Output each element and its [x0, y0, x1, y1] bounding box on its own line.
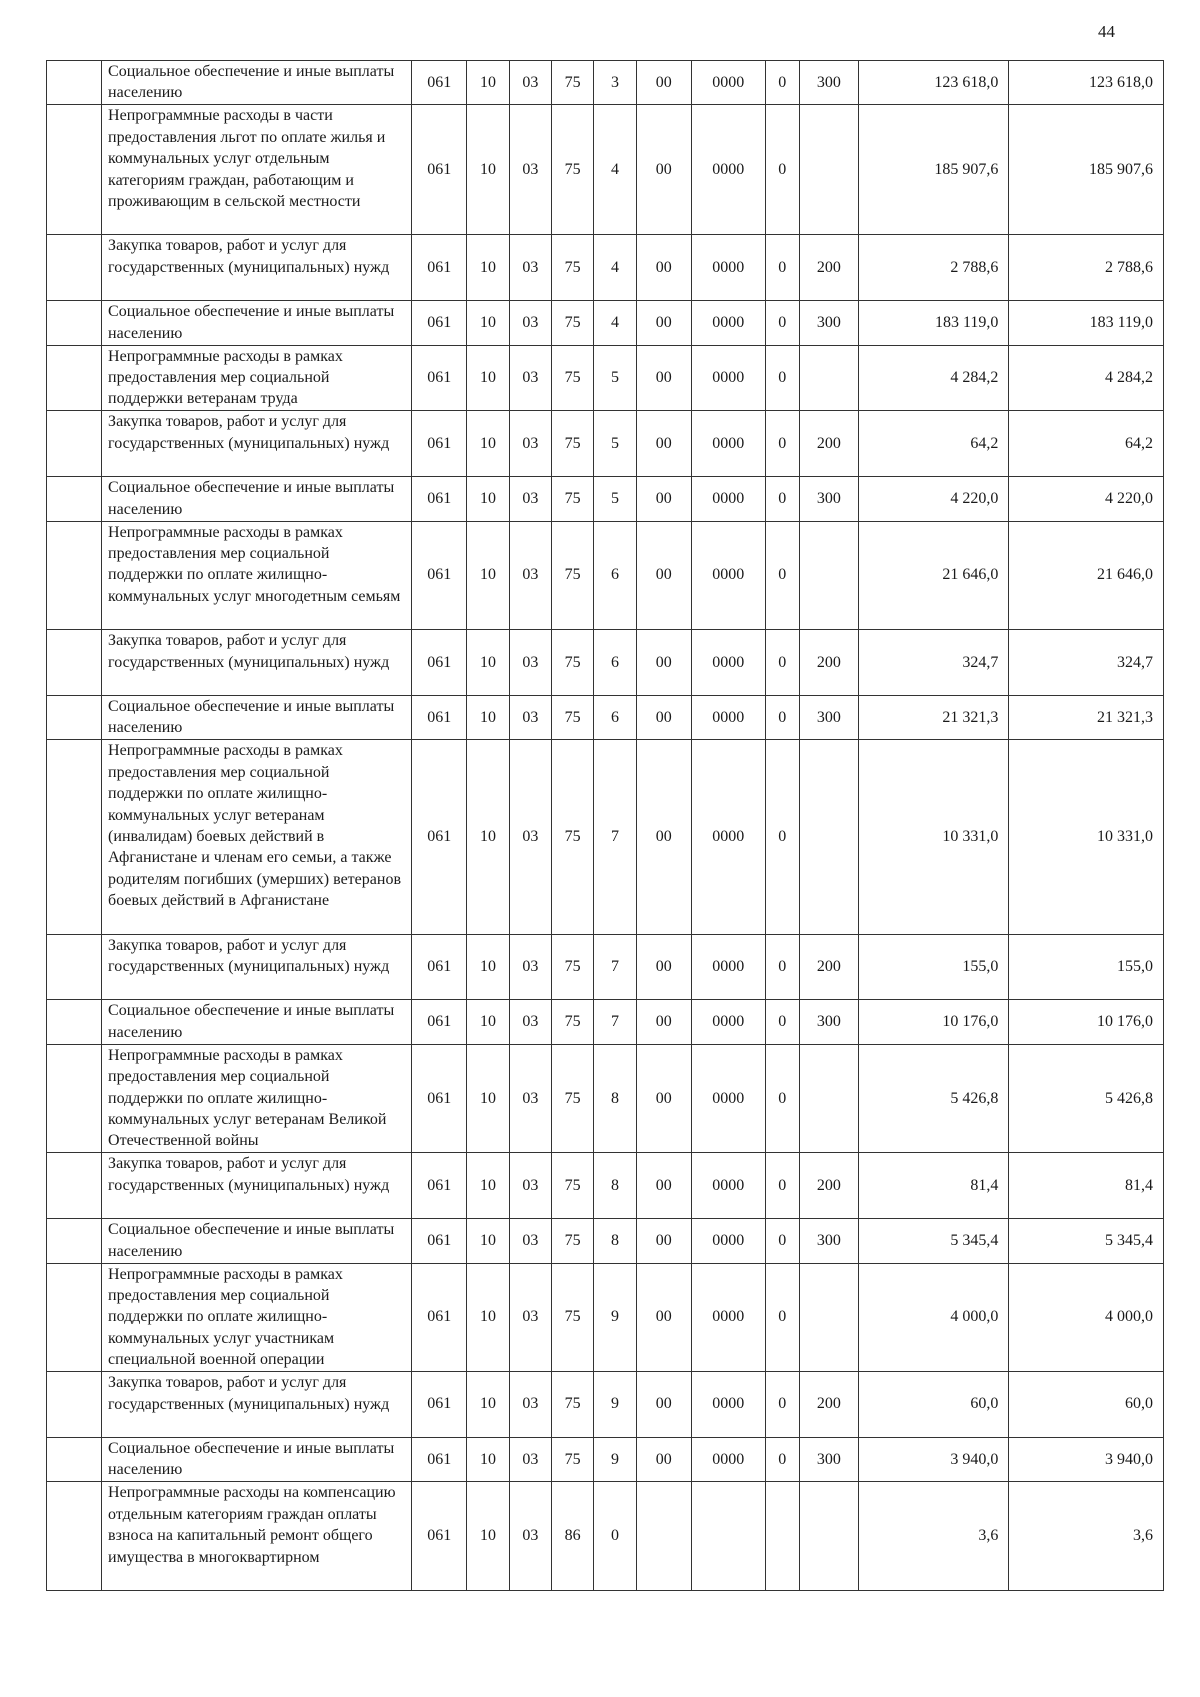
- blank-cell: [47, 521, 102, 630]
- block-code: 00: [636, 105, 691, 235]
- row-name: Закупка товаров, работ и услуг для государственных (муниципальных) нужд: [102, 934, 412, 1000]
- admin-code: 061: [412, 61, 467, 105]
- blank-cell: [47, 1372, 102, 1438]
- blank-cell: [47, 1219, 102, 1263]
- amount-year-1: 21 321,3: [859, 695, 1009, 739]
- program-code: 75: [552, 1372, 594, 1438]
- row-name: Непрограммные расходы на компенсацию отдельным категориям граждан оплаты взноса на капитальный ремонт общего имущества в многоквартирном: [102, 1482, 412, 1591]
- admin-code: 061: [412, 1437, 467, 1481]
- amount-year-1: 324,7: [859, 630, 1009, 696]
- direction-code: 0: [765, 740, 799, 934]
- direction-code: 0: [765, 105, 799, 235]
- table-row: [47, 740, 1164, 934]
- blank-cell: [47, 1482, 102, 1591]
- direction-code: 0: [765, 1437, 799, 1481]
- section-code: 10: [467, 1372, 509, 1438]
- row-name: Закупка товаров, работ и услуг для государственных (муниципальных) нужд: [102, 630, 412, 696]
- program-code: 75: [552, 1000, 594, 1044]
- amount-year-2: 10 331,0: [1009, 740, 1164, 934]
- expense-type-code: [799, 740, 858, 934]
- expense-type-code: [799, 1482, 858, 1591]
- section-code: 10: [467, 301, 509, 345]
- subprogram-code: 7: [594, 1000, 636, 1044]
- table-row: [47, 61, 1164, 105]
- subprogram-code: 9: [594, 1372, 636, 1438]
- expense-type-code: 300: [799, 695, 858, 739]
- expense-type-code: [799, 1263, 858, 1372]
- admin-code: 061: [412, 1000, 467, 1044]
- blank-cell: [47, 934, 102, 1000]
- blank-cell: [47, 105, 102, 235]
- section-code: 10: [467, 1000, 509, 1044]
- direction-code: 0: [765, 235, 799, 301]
- expense-type-code: 300: [799, 1437, 858, 1481]
- blank-cell: [47, 695, 102, 739]
- amount-year-2: 2 788,6: [1009, 235, 1164, 301]
- subprogram-code: 7: [594, 740, 636, 934]
- block-code: 00: [636, 1153, 691, 1219]
- subsection-code: 03: [509, 301, 551, 345]
- item-code: 0000: [691, 1263, 765, 1372]
- block-code: 00: [636, 1437, 691, 1481]
- admin-code: 061: [412, 477, 467, 521]
- block-code: 00: [636, 630, 691, 696]
- block-code: 00: [636, 1372, 691, 1438]
- table-row: [47, 1482, 1164, 1591]
- expense-type-code: 200: [799, 934, 858, 1000]
- admin-code: 061: [412, 1372, 467, 1438]
- amount-year-1: 5 426,8: [859, 1044, 1009, 1153]
- expense-type-code: [799, 1044, 858, 1153]
- amount-year-1: 81,4: [859, 1153, 1009, 1219]
- section-code: 10: [467, 411, 509, 477]
- amount-year-2: 21 321,3: [1009, 695, 1164, 739]
- table-row: [47, 1153, 1164, 1219]
- direction-code: 0: [765, 1153, 799, 1219]
- program-code: 75: [552, 61, 594, 105]
- blank-cell: [47, 740, 102, 934]
- amount-year-2: 60,0: [1009, 1372, 1164, 1438]
- amount-year-2: 324,7: [1009, 630, 1164, 696]
- table-row: [47, 345, 1164, 411]
- program-code: 75: [552, 1153, 594, 1219]
- direction-code: [765, 1482, 799, 1591]
- row-name: Социальное обеспечение и иные выплаты населению: [102, 1000, 412, 1044]
- section-code: 10: [467, 345, 509, 411]
- table-row: [47, 521, 1164, 630]
- item-code: 0000: [691, 1372, 765, 1438]
- table-row: [47, 477, 1164, 521]
- blank-cell: [47, 411, 102, 477]
- subprogram-code: 5: [594, 477, 636, 521]
- expense-type-code: 300: [799, 301, 858, 345]
- item-code: 0000: [691, 105, 765, 235]
- subprogram-code: 4: [594, 301, 636, 345]
- item-code: 0000: [691, 235, 765, 301]
- expense-type-code: 200: [799, 1153, 858, 1219]
- section-code: 10: [467, 1219, 509, 1263]
- row-name: Социальное обеспечение и иные выплаты населению: [102, 1437, 412, 1481]
- program-code: 75: [552, 1263, 594, 1372]
- program-code: 75: [552, 301, 594, 345]
- block-code: 00: [636, 934, 691, 1000]
- item-code: 0000: [691, 1044, 765, 1153]
- program-code: 75: [552, 477, 594, 521]
- program-code: 75: [552, 934, 594, 1000]
- direction-code: 0: [765, 695, 799, 739]
- row-name: Закупка товаров, работ и услуг для государственных (муниципальных) нужд: [102, 1372, 412, 1438]
- program-code: 75: [552, 235, 594, 301]
- program-code: 75: [552, 1437, 594, 1481]
- subsection-code: 03: [509, 1153, 551, 1219]
- table-row: [47, 934, 1164, 1000]
- blank-cell: [47, 345, 102, 411]
- blank-cell: [47, 630, 102, 696]
- block-code: 00: [636, 521, 691, 630]
- table-row: [47, 235, 1164, 301]
- direction-code: 0: [765, 411, 799, 477]
- admin-code: 061: [412, 1219, 467, 1263]
- table-row: [47, 301, 1164, 345]
- subprogram-code: 6: [594, 521, 636, 630]
- program-code: 75: [552, 411, 594, 477]
- amount-year-1: 10 176,0: [859, 1000, 1009, 1044]
- item-code: [691, 1482, 765, 1591]
- program-code: 75: [552, 1044, 594, 1153]
- expense-type-code: [799, 105, 858, 235]
- page-number: 44: [1098, 22, 1115, 41]
- item-code: 0000: [691, 740, 765, 934]
- blank-cell: [47, 1437, 102, 1481]
- item-code: 0000: [691, 477, 765, 521]
- subsection-code: 03: [509, 630, 551, 696]
- admin-code: 061: [412, 740, 467, 934]
- admin-code: 061: [412, 105, 467, 235]
- amount-year-1: 185 907,6: [859, 105, 1009, 235]
- table-row: [47, 1219, 1164, 1263]
- amount-year-1: 60,0: [859, 1372, 1009, 1438]
- table-row: [47, 1044, 1164, 1153]
- amount-year-2: 4 220,0: [1009, 477, 1164, 521]
- row-name: Непрограммные расходы в рамках предоставления мер социальной поддержки ветеранам труда: [102, 345, 412, 411]
- amount-year-2: 183 119,0: [1009, 301, 1164, 345]
- direction-code: 0: [765, 1372, 799, 1438]
- block-code: 00: [636, 695, 691, 739]
- subsection-code: 03: [509, 61, 551, 105]
- blank-cell: [47, 61, 102, 105]
- expense-type-code: 200: [799, 411, 858, 477]
- section-code: 10: [467, 1437, 509, 1481]
- table-row: [47, 1263, 1164, 1372]
- block-code: 00: [636, 477, 691, 521]
- item-code: 0000: [691, 301, 765, 345]
- subprogram-code: 5: [594, 345, 636, 411]
- table-row: [47, 695, 1164, 739]
- blank-cell: [47, 1044, 102, 1153]
- admin-code: 061: [412, 1044, 467, 1153]
- admin-code: 061: [412, 934, 467, 1000]
- program-code: 75: [552, 695, 594, 739]
- direction-code: 0: [765, 61, 799, 105]
- admin-code: 061: [412, 1482, 467, 1591]
- amount-year-1: 21 646,0: [859, 521, 1009, 630]
- row-name: Социальное обеспечение и иные выплаты населению: [102, 695, 412, 739]
- expense-type-code: 300: [799, 61, 858, 105]
- subsection-code: 03: [509, 411, 551, 477]
- item-code: 0000: [691, 630, 765, 696]
- subprogram-code: 6: [594, 630, 636, 696]
- subprogram-code: 9: [594, 1437, 636, 1481]
- item-code: 0000: [691, 695, 765, 739]
- amount-year-1: 10 331,0: [859, 740, 1009, 934]
- subsection-code: 03: [509, 1372, 551, 1438]
- direction-code: 0: [765, 934, 799, 1000]
- block-code: 00: [636, 1000, 691, 1044]
- amount-year-2: 21 646,0: [1009, 521, 1164, 630]
- admin-code: 061: [412, 411, 467, 477]
- table-row: [47, 1372, 1164, 1438]
- expense-type-code: 300: [799, 1219, 858, 1263]
- amount-year-2: 185 907,6: [1009, 105, 1164, 235]
- amount-year-2: 155,0: [1009, 934, 1164, 1000]
- blank-cell: [47, 477, 102, 521]
- direction-code: 0: [765, 1044, 799, 1153]
- section-code: 10: [467, 521, 509, 630]
- table-row: [47, 411, 1164, 477]
- subprogram-code: 4: [594, 105, 636, 235]
- section-code: 10: [467, 740, 509, 934]
- item-code: 0000: [691, 521, 765, 630]
- amount-year-1: 4 000,0: [859, 1263, 1009, 1372]
- program-code: 75: [552, 521, 594, 630]
- subprogram-code: 5: [594, 411, 636, 477]
- item-code: 0000: [691, 61, 765, 105]
- section-code: 10: [467, 105, 509, 235]
- section-code: 10: [467, 934, 509, 1000]
- amount-year-2: 3,6: [1009, 1482, 1164, 1591]
- program-code: 86: [552, 1482, 594, 1591]
- amount-year-2: 64,2: [1009, 411, 1164, 477]
- section-code: 10: [467, 1482, 509, 1591]
- block-code: 00: [636, 1263, 691, 1372]
- table-row: [47, 630, 1164, 696]
- blank-cell: [47, 1153, 102, 1219]
- row-name: Социальное обеспечение и иные выплаты населению: [102, 1219, 412, 1263]
- row-name: Закупка товаров, работ и услуг для государственных (муниципальных) нужд: [102, 1153, 412, 1219]
- blank-cell: [47, 1000, 102, 1044]
- direction-code: 0: [765, 345, 799, 411]
- subsection-code: 03: [509, 345, 551, 411]
- admin-code: 061: [412, 235, 467, 301]
- subprogram-code: 4: [594, 235, 636, 301]
- subsection-code: 03: [509, 1263, 551, 1372]
- blank-cell: [47, 301, 102, 345]
- admin-code: 061: [412, 301, 467, 345]
- subprogram-code: 6: [594, 695, 636, 739]
- amount-year-1: 183 119,0: [859, 301, 1009, 345]
- row-name: Непрограммные расходы в рамках предоставления мер социальной поддержки по оплате жилищно-коммунальных услуг многодетным семьям: [102, 521, 412, 630]
- block-code: [636, 1482, 691, 1591]
- item-code: 0000: [691, 411, 765, 477]
- section-code: 10: [467, 235, 509, 301]
- row-name: Закупка товаров, работ и услуг для государственных (муниципальных) нужд: [102, 411, 412, 477]
- subprogram-code: 8: [594, 1153, 636, 1219]
- direction-code: 0: [765, 1219, 799, 1263]
- amount-year-1: 5 345,4: [859, 1219, 1009, 1263]
- admin-code: 061: [412, 521, 467, 630]
- amount-year-2: 4 284,2: [1009, 345, 1164, 411]
- amount-year-1: 4 284,2: [859, 345, 1009, 411]
- subprogram-code: 8: [594, 1044, 636, 1153]
- block-code: 00: [636, 1044, 691, 1153]
- program-code: 75: [552, 740, 594, 934]
- program-code: 75: [552, 1219, 594, 1263]
- subsection-code: 03: [509, 934, 551, 1000]
- budget-table: [46, 60, 1164, 1591]
- section-code: 10: [467, 477, 509, 521]
- blank-cell: [47, 235, 102, 301]
- row-name: Социальное обеспечение и иные выплаты населению: [102, 61, 412, 105]
- subprogram-code: 0: [594, 1482, 636, 1591]
- block-code: 00: [636, 301, 691, 345]
- expense-type-code: 200: [799, 1372, 858, 1438]
- amount-year-1: 4 220,0: [859, 477, 1009, 521]
- row-name: Закупка товаров, работ и услуг для государственных (муниципальных) нужд: [102, 235, 412, 301]
- direction-code: 0: [765, 630, 799, 696]
- expense-type-code: 200: [799, 235, 858, 301]
- subsection-code: 03: [509, 695, 551, 739]
- expense-type-code: 200: [799, 630, 858, 696]
- block-code: 00: [636, 61, 691, 105]
- expense-type-code: 300: [799, 477, 858, 521]
- subsection-code: 03: [509, 1437, 551, 1481]
- direction-code: 0: [765, 301, 799, 345]
- admin-code: 061: [412, 630, 467, 696]
- table-row: [47, 105, 1164, 235]
- subsection-code: 03: [509, 477, 551, 521]
- section-code: 10: [467, 695, 509, 739]
- subsection-code: 03: [509, 1482, 551, 1591]
- blank-cell: [47, 1263, 102, 1372]
- program-code: 75: [552, 105, 594, 235]
- subprogram-code: 9: [594, 1263, 636, 1372]
- amount-year-2: 3 940,0: [1009, 1437, 1164, 1481]
- row-name: Социальное обеспечение и иные выплаты населению: [102, 477, 412, 521]
- block-code: 00: [636, 411, 691, 477]
- block-code: 00: [636, 235, 691, 301]
- section-code: 10: [467, 1153, 509, 1219]
- program-code: 75: [552, 630, 594, 696]
- block-code: 00: [636, 1219, 691, 1263]
- program-code: 75: [552, 345, 594, 411]
- block-code: 00: [636, 345, 691, 411]
- item-code: 0000: [691, 1219, 765, 1263]
- section-code: 10: [467, 1263, 509, 1372]
- table-row: [47, 1437, 1164, 1481]
- expense-type-code: [799, 521, 858, 630]
- row-name: Социальное обеспечение и иные выплаты населению: [102, 301, 412, 345]
- amount-year-2: 4 000,0: [1009, 1263, 1164, 1372]
- admin-code: 061: [412, 1153, 467, 1219]
- subprogram-code: 3: [594, 61, 636, 105]
- admin-code: 061: [412, 695, 467, 739]
- subsection-code: 03: [509, 521, 551, 630]
- item-code: 0000: [691, 1153, 765, 1219]
- amount-year-1: 3 940,0: [859, 1437, 1009, 1481]
- expense-type-code: [799, 345, 858, 411]
- direction-code: 0: [765, 521, 799, 630]
- subsection-code: 03: [509, 1219, 551, 1263]
- amount-year-1: 64,2: [859, 411, 1009, 477]
- amount-year-2: 5 345,4: [1009, 1219, 1164, 1263]
- direction-code: 0: [765, 477, 799, 521]
- amount-year-1: 3,6: [859, 1482, 1009, 1591]
- subsection-code: 03: [509, 105, 551, 235]
- item-code: 0000: [691, 1000, 765, 1044]
- row-name: Непрограммные расходы в рамках предоставления мер социальной поддержки по оплате жилищно-коммунальных услуг ветеранам Великой Отечественной войны: [102, 1044, 412, 1153]
- section-code: 10: [467, 630, 509, 696]
- row-name: Непрограммные расходы в рамках предоставления мер социальной поддержки по оплате жилищно-коммунальных услуг участникам специальной военной операции: [102, 1263, 412, 1372]
- subsection-code: 03: [509, 1044, 551, 1153]
- row-name: Непрограммные расходы в части предоставления льгот по оплате жилья и коммунальных услуг отдельным категориям граждан, работающим и проживающим в сельской местности: [102, 105, 412, 235]
- item-code: 0000: [691, 345, 765, 411]
- subprogram-code: 7: [594, 934, 636, 1000]
- direction-code: 0: [765, 1263, 799, 1372]
- item-code: 0000: [691, 1437, 765, 1481]
- amount-year-1: 123 618,0: [859, 61, 1009, 105]
- admin-code: 061: [412, 345, 467, 411]
- section-code: 10: [467, 61, 509, 105]
- block-code: 00: [636, 740, 691, 934]
- subsection-code: 03: [509, 1000, 551, 1044]
- amount-year-2: 123 618,0: [1009, 61, 1164, 105]
- amount-year-2: 5 426,8: [1009, 1044, 1164, 1153]
- amount-year-1: 2 788,6: [859, 235, 1009, 301]
- subsection-code: 03: [509, 740, 551, 934]
- amount-year-2: 10 176,0: [1009, 1000, 1164, 1044]
- subsection-code: 03: [509, 235, 551, 301]
- section-code: 10: [467, 1044, 509, 1153]
- item-code: 0000: [691, 934, 765, 1000]
- subprogram-code: 8: [594, 1219, 636, 1263]
- row-name: Непрограммные расходы в рамках предоставления мер социальной поддержки по оплате жилищно-коммунальных услуг ветеранам (инвалидам) боевых действий в Афганистане и членам его семьи, а также родителям погибших (умерших) ветеранов боевых действий в Афганистане: [102, 740, 412, 934]
- direction-code: 0: [765, 1000, 799, 1044]
- amount-year-1: 155,0: [859, 934, 1009, 1000]
- table-row: [47, 1000, 1164, 1044]
- admin-code: 061: [412, 1263, 467, 1372]
- amount-year-2: 81,4: [1009, 1153, 1164, 1219]
- expense-type-code: 300: [799, 1000, 858, 1044]
